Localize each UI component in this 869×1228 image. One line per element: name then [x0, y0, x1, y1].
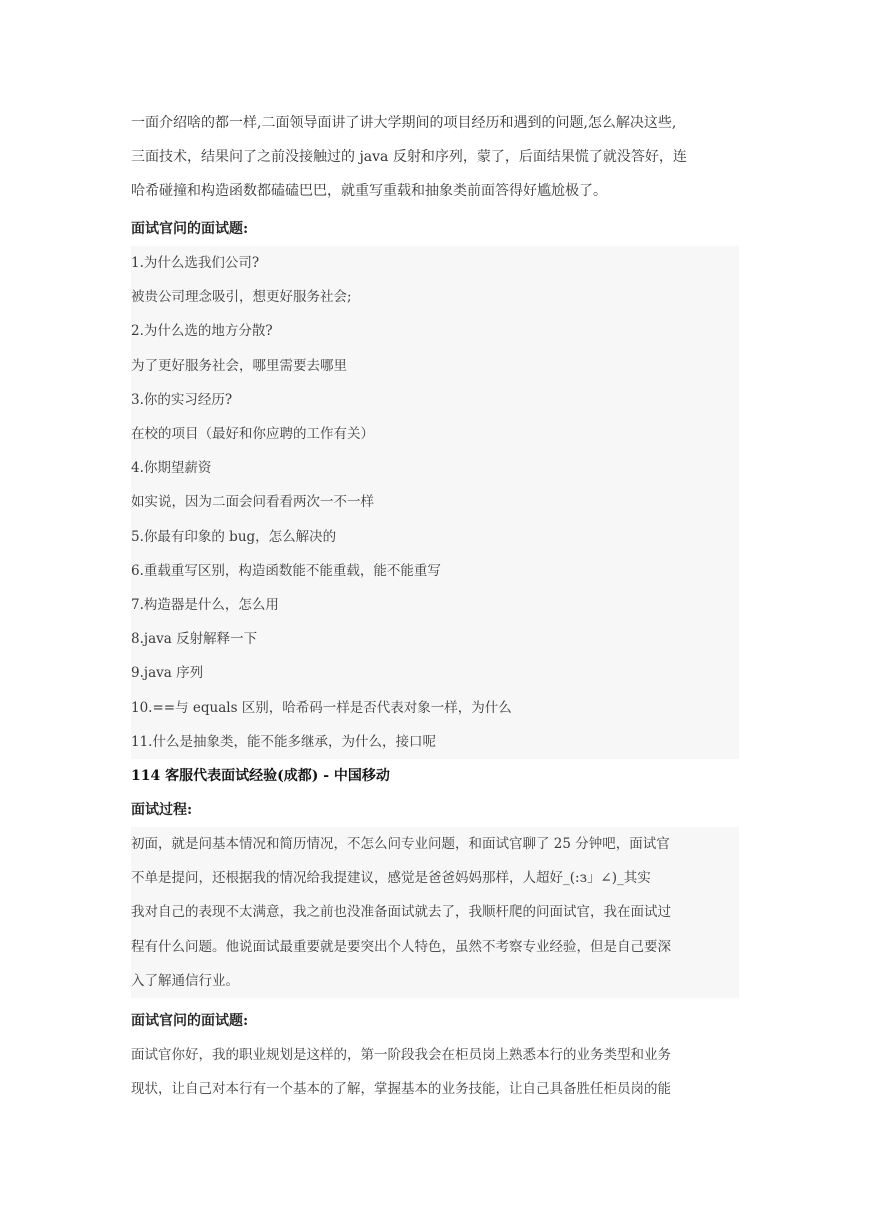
process-line: 不单是提问，还根据我的情况给我提建议，感觉是爸爸妈妈那样，人超好_(:з」∠)_其实: [131, 870, 651, 887]
qa-item: 为了更好服务社会，哪里需要去哪里: [131, 357, 347, 374]
qa-item: 9.java 序列: [131, 665, 204, 682]
process-line: 程有什么问题。他说面试最重要就是要突出个人特色，虽然不考察专业经验，但是自己要深: [131, 938, 671, 955]
questions-heading-2: 面试官问的面试题:: [131, 1013, 249, 1030]
answer-line: 现状，让自己对本行有一个基本的了解，掌握基本的业务技能，让自己具备胜任柜员岗的能: [131, 1081, 671, 1098]
intro-paragraph: [131, 106, 739, 208]
qa-list: [131, 246, 739, 759]
document-content: [131, 106, 739, 1106]
process-heading: 面试过程:: [131, 802, 193, 819]
intro-line: 一面介绍啥的都一样,二面领导面讲了讲大学期间的项目经历和遇到的问题,怎么解决这些,: [131, 115, 677, 131]
intro-line: 哈希碰撞和构造函数都磕磕巴巴，就重写重载和抽象类前面答得好尴尬极了。: [131, 183, 607, 199]
qa-item: 如实说，因为二面会问看看两次一不一样: [131, 494, 374, 511]
process-line: 入了解通信行业。: [131, 972, 239, 989]
qa-item: 被贵公司理念吸引，想更好服务社会;: [131, 289, 352, 306]
qa-item: 5.你最有印象的 bug，怎么解决的: [131, 528, 337, 545]
intro-line: 三面技术，结果问了之前没接触过的 java 反射和序列，蒙了，后面结果慌了就没答好，连: [131, 149, 687, 165]
qa-item: 4.你期望薪资: [131, 460, 212, 477]
qa-item: 11.什么是抽象类，能不能多继承，为什么，接口呢: [131, 733, 436, 750]
qa-item: 在校的项目（最好和你应聘的工作有关）: [131, 426, 374, 443]
answer-line: 面试官你好，我的职业规划是这样的，第一阶段我会在柜员岗上熟悉本行的业务类型和业务: [131, 1047, 671, 1064]
qa-item: 6.重载重写区别，构造函数能不能重载，能不能重写: [131, 562, 441, 579]
qa-item: 3.你的实习经历?: [131, 391, 233, 408]
section-title: 114 客服代表面试经验(成都) - 中国移动: [131, 768, 390, 785]
qa-item: 8.java 反射解释一下: [131, 631, 258, 648]
process-line: 我对自己的表现不太满意，我之前也没准备面试就去了，我顺杆爬的问面试官，我在面试过: [131, 904, 671, 921]
qa-item: 1.为什么选我们公司?: [131, 255, 260, 271]
questions-heading: 面试官问的面试题:: [131, 221, 249, 237]
answer-paragraph: [131, 1038, 739, 1106]
qa-item: 2.为什么选的地方分散?: [131, 323, 273, 340]
process-paragraph: [131, 827, 739, 998]
process-line: 初面，就是问基本情况和简历情况，不怎么问专业问题，和面试官聊了 25 分钟吧，面试官: [131, 836, 670, 853]
qa-item: 7.构造器是什么，怎么用: [131, 597, 279, 614]
qa-item: 10.==与 equals 区别，哈希码一样是否代表对象一样，为什么: [131, 699, 512, 716]
